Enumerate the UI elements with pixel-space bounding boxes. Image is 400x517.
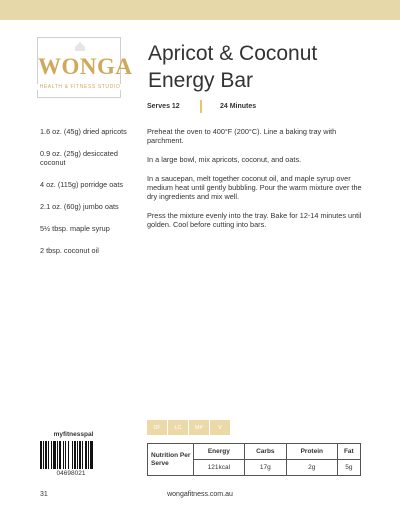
barcode-image <box>40 441 99 469</box>
page-number: 31 <box>40 491 48 498</box>
recipe-title-line-2: Energy Bar <box>148 69 254 92</box>
logo-mark-icon <box>74 42 86 52</box>
serves-label: Serves 12 <box>147 103 180 110</box>
nutrition-header-row <box>148 444 361 460</box>
recipe-title <box>148 40 378 94</box>
ingredient-item: 4 oz. (115g) porridge oats <box>40 180 124 189</box>
ingredient-item: 0.9 oz. (25g) desiccated coconut <box>40 149 118 167</box>
nutrition-col-energy: Energy <box>194 444 245 460</box>
nutrition-protein-value: 2g <box>286 460 337 476</box>
logo-word: WONGA <box>38 54 133 79</box>
nutrition-row-header: Nutrition Per Serve <box>148 444 194 476</box>
ingredient-item: 2 tbsp. coconut oil <box>40 246 99 255</box>
nutrition-energy-value: 121kcal <box>194 460 245 476</box>
method-steps <box>147 127 364 239</box>
ingredient-item: 2.1 oz. (60g) jumbo oats <box>40 202 119 211</box>
method-step: Preheat the oven to 400°F (200°C). Line a baking tray with parchment. <box>147 127 337 145</box>
method-step: In a saucepan, melt together coconut oil, and maple syrup over medium heat until gently bubbling. Pour the warm mixture over the dry ingredients and mix well. <box>147 174 362 201</box>
nutrition-table <box>147 443 361 476</box>
nutrition-col-protein: Protein <box>286 444 337 460</box>
barcode-number: 04698021 <box>56 470 86 477</box>
badge-mp: MP <box>189 420 209 435</box>
myfitnesspal-label: myfitnesspal <box>53 431 94 438</box>
nutrition-col-carbs: Carbs <box>244 444 286 460</box>
method-step: In a large bowl, mix apricots, coconut, and oats. <box>147 155 302 164</box>
ingredient-item: 5½ tbsp. maple syrup <box>40 224 110 233</box>
ingredient-item: 1.6 oz. (45g) dried apricots <box>40 127 127 136</box>
badge-v: V <box>210 420 230 435</box>
logo-tagline: HEALTH & FITNESS STUDIO <box>30 84 130 90</box>
footer-website: wongafitness.com.au <box>167 491 233 498</box>
nutrition-col-fat: Fat <box>337 444 360 460</box>
wonga-logo <box>37 37 133 98</box>
top-color-band <box>0 0 400 20</box>
nutrition-fat-value: 5g <box>337 460 360 476</box>
nutrition-carbs-value: 17g <box>244 460 286 476</box>
ingredient-list <box>40 127 145 268</box>
time-label: 24 Minutes <box>220 103 257 110</box>
diet-badges <box>147 420 230 435</box>
recipe-title-line-1: Apricot & Coconut <box>148 42 318 65</box>
method-step: Press the mixture evenly into the tray. Bake for 12-14 minutes until golden. Cool before cutting into bars. <box>147 211 362 229</box>
badge-df: DF <box>147 420 167 435</box>
badge-lc: LC <box>168 420 188 435</box>
meta-separator <box>200 100 202 113</box>
